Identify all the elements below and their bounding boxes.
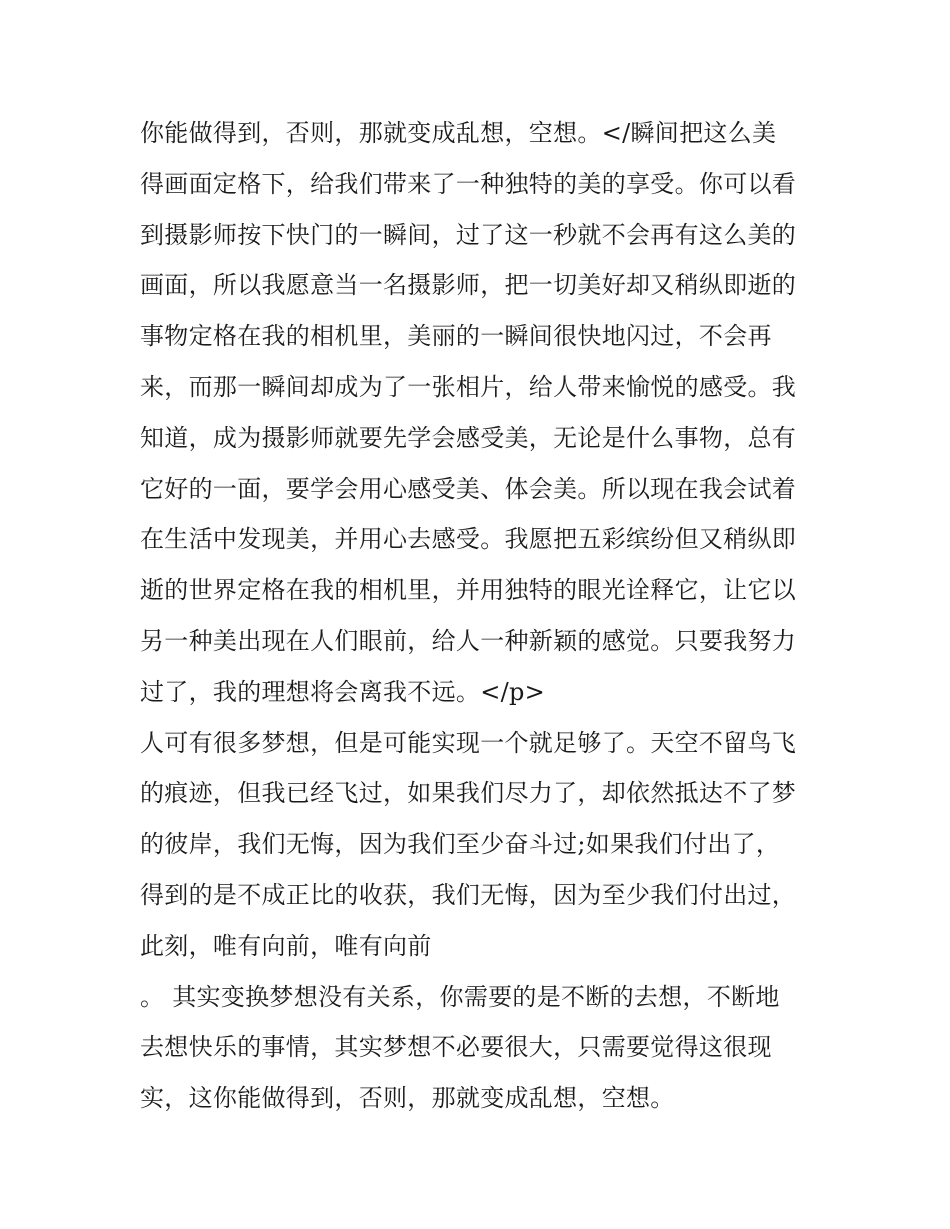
- text-line: 过了，我的理想将会离我不远。</p>: [140, 677, 546, 706]
- text-line: 得到的是不成正比的收获，我们无悔，因为至少我们付出过，: [140, 880, 797, 909]
- text-line: 你能做得到，否则，那就变成乱想，空想。</瞬间把这么美: [140, 119, 777, 147]
- text-line: 去想快乐的事情，其实梦想不必要很大，只需要觉得这很现: [140, 1033, 772, 1062]
- text-line: 它好的一面，要学会用心感受美、体会美。所以现在我会试着: [140, 474, 797, 503]
- text-line: 此刻，唯有向前，唯有向前: [140, 931, 432, 960]
- text-line: 事物定格在我的相机里，美丽的一瞬间很快地闪过，不会再: [140, 322, 772, 351]
- text-line: 的彼岸，我们无悔，因为我们至少奋斗过;如果我们付出了，: [140, 830, 781, 859]
- text-line: 逝的世界定格在我的相机里，并用独特的眼光诠释它，让它以: [140, 576, 797, 605]
- text-line: 实，这你能做得到，否则，那就变成乱想，空想。: [140, 1084, 675, 1113]
- text-line: 在生活中发现美，并用心去感受。我愿把五彩缤纷但又稍纵即: [140, 525, 797, 554]
- text-line: 另一种美出现在人们眼前，给人一种新颖的感觉。只要我努力: [140, 626, 797, 655]
- text-line: 人可有很多梦想，但是可能实现一个就足够了。天空不留鸟飞: [140, 728, 797, 757]
- text-line: 。 其实变换梦想没有关系，你需要的是不断的去想，不断地: [140, 982, 780, 1011]
- text-line: 得画面定格下，给我们带来了一种独特的美的享受。你可以看: [140, 169, 797, 198]
- text-line: 来，而那一瞬间却成为了一张相片，给人带来愉悦的感受。我: [140, 372, 797, 401]
- text-line: 知道，成为摄影师就要先学会感受美，无论是什么事物，总有: [140, 423, 797, 452]
- text-line: 的痕迹，但我已经飞过，如果我们尽力了，却依然抵达不了梦: [140, 779, 797, 808]
- text-line: 画面，所以我愿意当一名摄影师，把一切美好却又稍纵即逝的: [140, 271, 797, 300]
- text-line: 到摄影师按下快门的一瞬间，过了这一秒就不会再有这么美的: [140, 220, 797, 249]
- body-text: [140, 108, 820, 1124]
